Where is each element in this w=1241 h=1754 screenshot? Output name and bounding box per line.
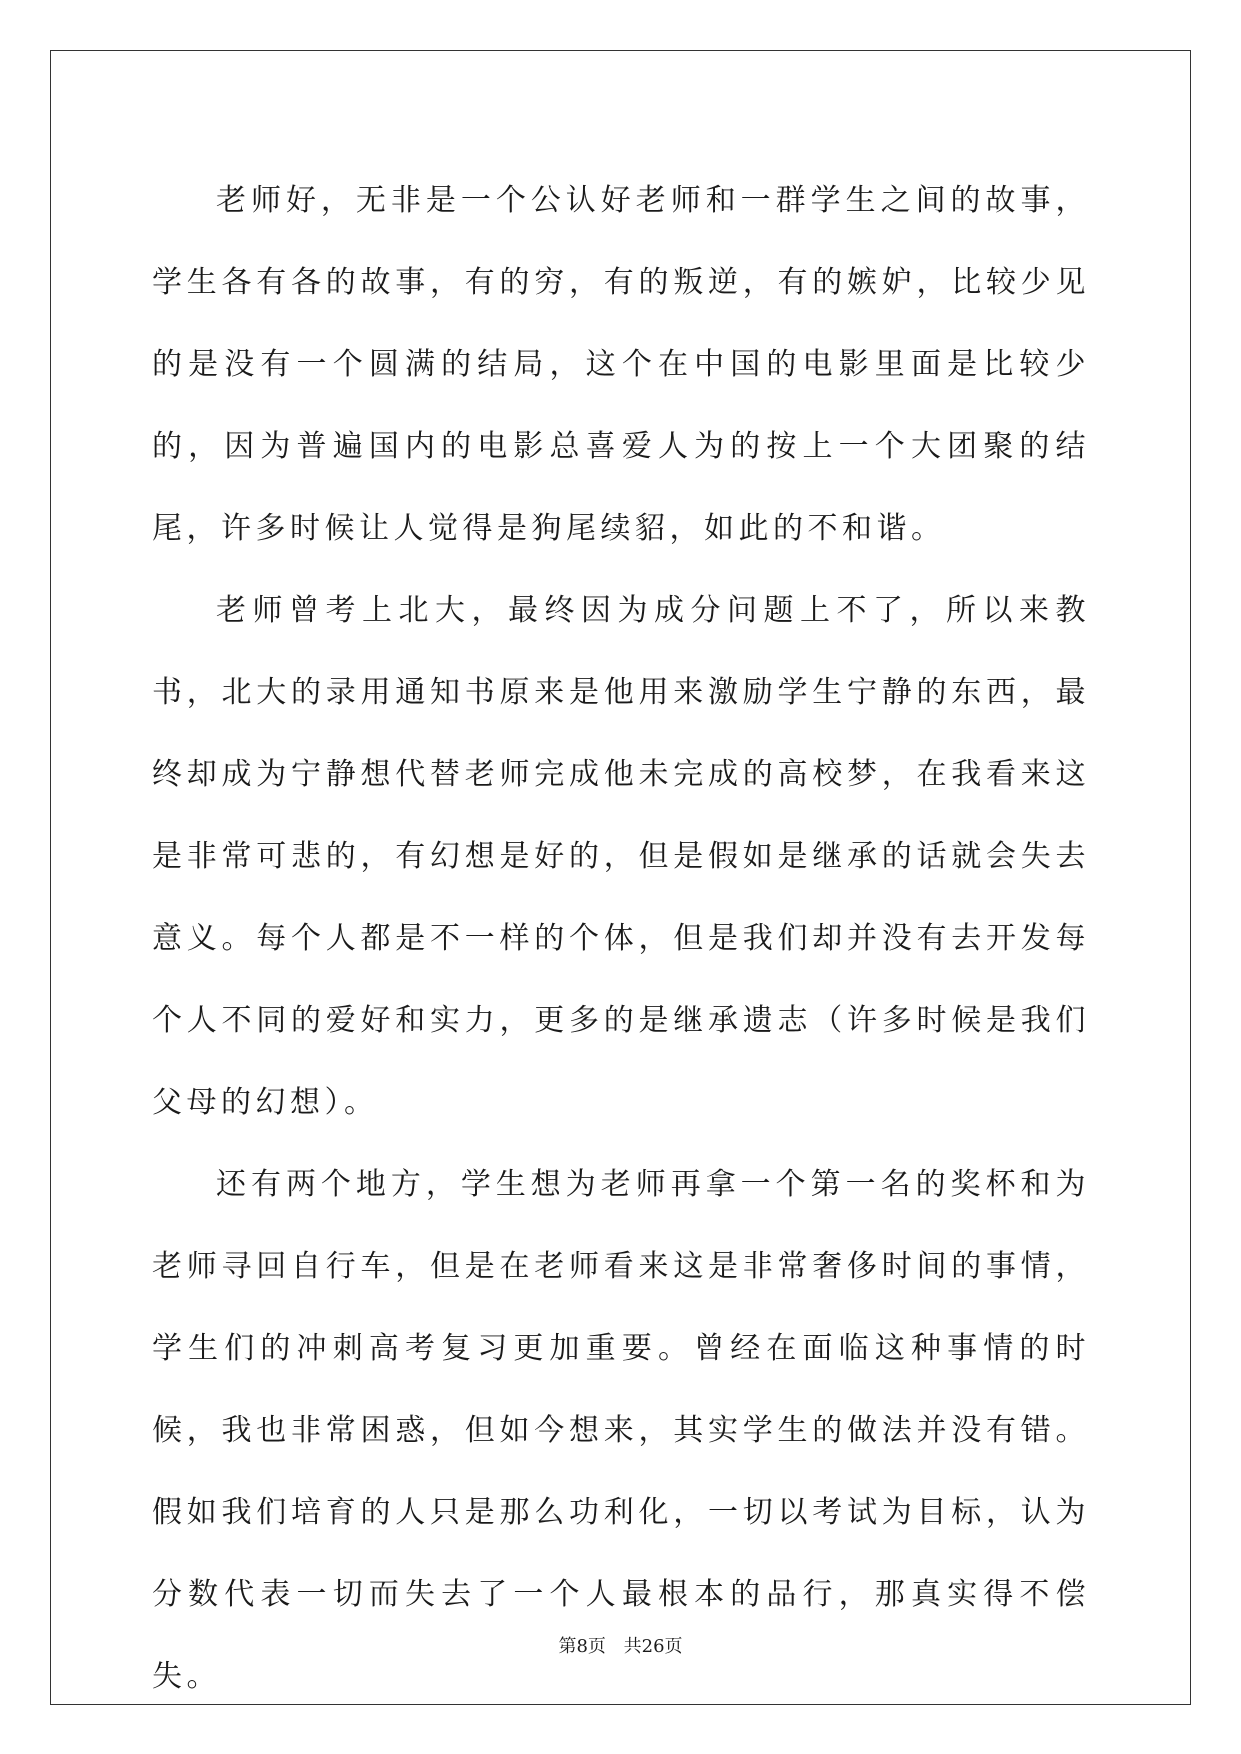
paragraph-1: 老师好，无非是一个公认好老师和一群学生之间的故事，学生各有各的故事，有的穷，有的叛逆，有的嫉妒，比较少见的是没有一个圆满的结局，这个在中国的电影里面是比较少的，因为普遍国内的电影总喜爱人为的按上一个大团聚的结尾，许多时候让人觉得是狗尾续貂，如此的不和谐。 — [152, 183, 1090, 546]
paragraph-3: 还有两个地方，学生想为老师再拿一个第一名的奖杯和为老师寻回自行车，但是在老师看来这是非常奢侈时间的事情，学生们的冲刺高考复习更加重要。曾经在面临这种事情的时候，我也非常困惑，但如今想来，其实学生的做法并没有错。假如我们培育的人只是那么功利化，一切以考试为目标，认为分数代表一切而失去了一个人最根本的品行，那真实得不偿失。 — [152, 1167, 1090, 1694]
document-body — [152, 160, 1090, 1718]
paragraph-2: 老师曾考上北大，最终因为成分问题上不了，所以来教书，北大的录用通知书原来是他用来激励学生宁静的东西，最终却成为宁静想代替老师完成他未完成的高校梦，在我看来这是非常可悲的，有幻想是好的，但是假如是继承的话就会失去意义。每个人都是不一样的个体，但是我们却并没有去开发每个人不同的爱好和实力，更多的是继承遗志（许多时候是我们父母的幻想）。 — [152, 593, 1090, 1120]
page-footer — [0, 1632, 1241, 1658]
page-number: 第8页 — [558, 1636, 606, 1657]
page-total: 共26页 — [623, 1636, 683, 1657]
